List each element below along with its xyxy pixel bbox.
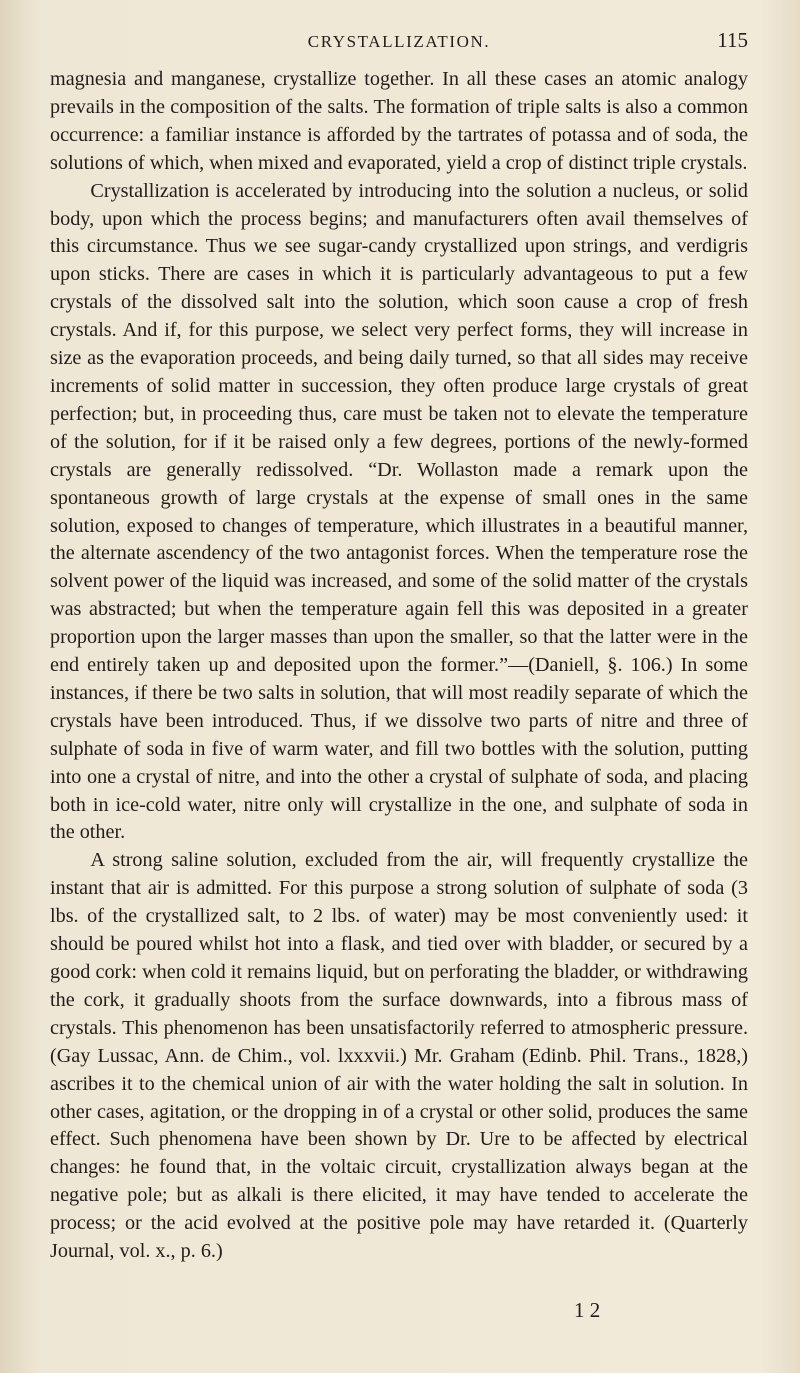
running-head: CRYSTALLIZATION. — [307, 32, 491, 51]
page-header — [50, 18, 748, 56]
signature-mark: 1 2 — [574, 1298, 601, 1322]
paragraph: A strong saline solution, excluded from the air, will frequently crystallize the instant that air is admitted. For this purpose a strong solution of sulphate of soda (3 lbs. of the crystallized salt, to 2 lbs. of water) may be most conveniently used: it should be poured whilst hot into a flask, and tied over with bladder, or secured by a good cork: when cold it remains liquid, but on perforating the bladder, or withdrawing the cork, it gradually shoots from the surface downwards, into a fibrous mass of crystals. This phenomenon has been unsatisfactorily referred to atmospheric pressure. (Gay Lussac, Ann. de Chim., vol. lxxxvii.) Mr. Graham (Edinb. Phil. Trans., 1828,) ascribes it to the chemical union of air with the water holding the salt in solution. In other cases, agitation, or the dropping in of a crystal or other solid, produces the same effect. Such phenomena have been shown by Dr. Ure to be affected by electrical changes: he found that, in the voltaic circuit, crystallization always began at the negative pole; but as alkali is there elicited, it may have tended to accelerate the process; or the acid evolved at the positive pole may have retarded it. (Quarterly Journal, vol. x., p. 6.) — [50, 849, 748, 1263]
page-number: 115 — [717, 28, 748, 52]
paragraph: magnesia and manganese, crystallize together. In all these cases an atomic analogy prevails in the composition of the salts. The formation of triple salts is also a common occurrence: a familiar instance is afforded by the tartrates of potassa and of soda, the solutions of which, when mixed and evaporated, yield a crop of distinct triple crystals. — [50, 68, 748, 174]
body-text — [50, 66, 748, 1266]
paragraph: Crystallization is accelerated by introducing into the solution a nucleus, or solid body, upon which the process begins; and manufacturers often avail themselves of this circumstance. Thus we see sugar-candy crystallized upon strings, and verdigris upon sticks. There are cases in which it is particularly advantageous to put a few crystals of the dissolved salt into the solution, which soon cause a crop of fresh crystals. And if, for this purpose, we select very perfect forms, they will increase in size as the evaporation proceeds, and being daily turned, so that all sides may receive increments of solid matter in succession, they often produce large crystals of great perfection; but, in proceeding thus, care must be taken not to elevate the temperature of the solution, for if it be raised only a few degrees, portions of the newly-formed crystals are generally redissolved. “Dr. Wollaston made a remark upon the spontaneous growth of large crystals at the expense of small ones in the same solution, exposed to changes of temperature, which illustrates in a beautiful manner, the alternate ascendency of the two antagonist forces. When the temperature rose the solvent power of the liquid was increased, and some of the solid matter of the crystals was abstracted; but when the temperature again fell this was deposited in a greater proportion upon the larger masses than upon the smaller, so that the latter were in the end entirely taken up and deposited upon the former.”—(Daniell, §. 106.) In some instances, if there be two salts in solution, that will most readily separate of which the crystals have been introduced. Thus, if we dissolve two parts of nitre and three of sulphate of soda in five of warm water, and fill two bottles with the solution, putting into one a crystal of nitre, and into the other a crystal of sulphate of soda, and placing both in ice-cold water, nitre only will crystallize in the one, and sulphate of soda in the other. — [50, 179, 748, 844]
